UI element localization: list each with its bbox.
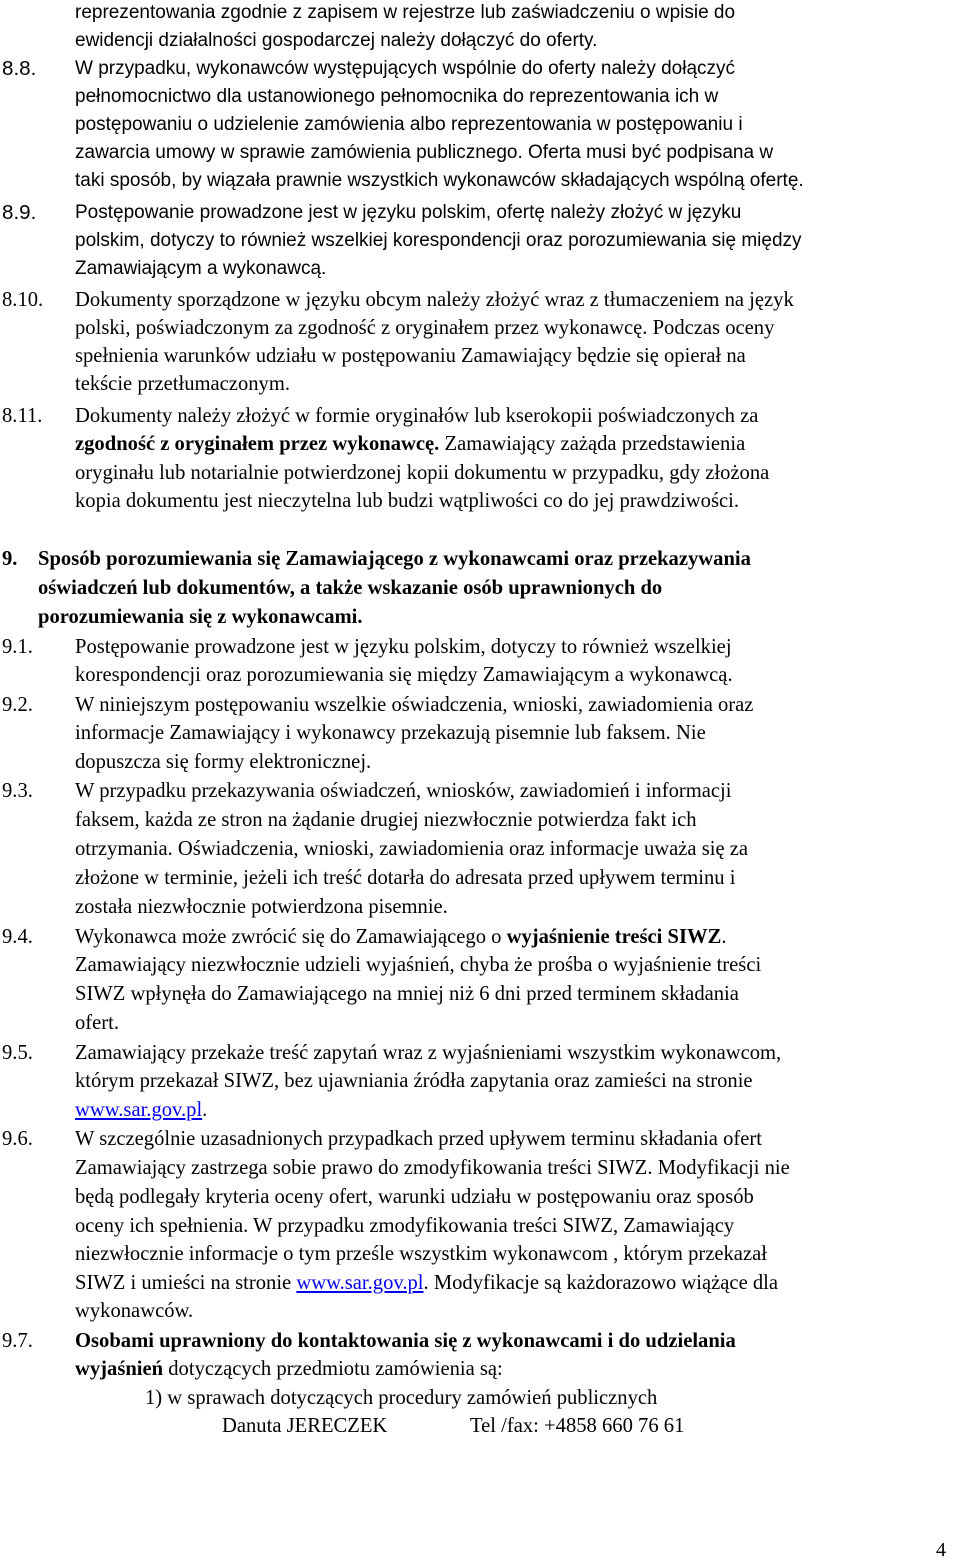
continuation-line-1: reprezentowania zgodnie z zapisem w rejestrze lub zaświadczeniu o wpisie do xyxy=(75,2,736,23)
paragraph-8-9-line: Postępowanie prowadzone jest w języku polskim, ofertę należy złożyć w języku xyxy=(75,202,742,223)
paragraph-8-10-line: Dokumenty sporządzone w języku obcym należy złożyć wraz z tłumaczeniem na język xyxy=(75,289,794,311)
paragraph-8-11-text: Zamawiający zażąda przedstawienia xyxy=(439,433,746,455)
paragraph-number-9-6: 9.6. xyxy=(2,1128,33,1150)
contact-phone: Tel /fax: +4858 660 76 61 xyxy=(470,1415,685,1437)
paragraph-9-2-line: informacje Zamawiający i wykonawcy przekazują pisemnie lub faksem. Nie xyxy=(75,722,706,744)
paragraph-9-6-line xyxy=(75,1269,778,1297)
paragraph-8-11-line xyxy=(75,430,745,458)
paragraph-number-8-8: 8.8. xyxy=(2,57,37,80)
paragraph-9-6-text: . Modyfikacje są każdorazowo wiążące dla xyxy=(423,1272,779,1294)
emphasis-text: zgodność z oryginałem przez wykonawcę. xyxy=(75,433,440,455)
section-number-9: 9. xyxy=(2,548,18,570)
paragraph-number-9-3: 9.3. xyxy=(2,780,33,802)
paragraph-8-9-line: Zamawiającym a wykonawcą. xyxy=(75,258,327,279)
paragraph-9-1-line: Postępowanie prowadzone jest w języku polskim, dotyczy to również wszelkiej xyxy=(75,636,732,658)
paragraph-9-3-line: otrzymania. Oświadczenia, wnioski, zawiadomienia oraz informacje uważa się za xyxy=(75,838,749,860)
paragraph-number-9-1: 9.1. xyxy=(2,636,33,658)
paragraph-9-4-line: ofert. xyxy=(75,1012,120,1034)
emphasis-text: wyjaśnienie treści SIWZ xyxy=(506,926,722,948)
paragraph-9-6-line: będą podlegały kryteria oceny ofert, warunki udziału w postępowaniu oraz sposób xyxy=(75,1186,754,1208)
paragraph-9-4-text: . xyxy=(721,926,727,948)
paragraph-9-1-line: korespondencji oraz porozumiewania się między Zamawiającym a wykonawcą. xyxy=(75,664,733,686)
paragraph-9-2-line: dopuszcza się formy elektronicznej. xyxy=(75,751,372,773)
website-link[interactable]: www.sar.gov.pl xyxy=(75,1099,203,1121)
paragraph-9-4-line: Zamawiający niezwłocznie udzieli wyjaśnień, chyba że prośba o wyjaśnienie treści xyxy=(75,954,762,976)
paragraph-9-3-line: faksem, każda ze stron na żądanie drugiej niezwłocznie potwierdza fakt ich xyxy=(75,809,697,831)
paragraph-number-8-11: 8.11. xyxy=(2,405,43,427)
paragraph-9-5-text: . xyxy=(202,1099,208,1121)
paragraph-9-5-line xyxy=(75,1096,207,1124)
paragraph-8-8-line: postępowaniu o udzielenie zamówienia albo reprezentowania w postępowaniu i xyxy=(75,114,743,135)
paragraph-8-8-line: zawarcia umowy w sprawie zamówienia publicznego. Oferta musi być podpisana w xyxy=(75,142,774,163)
paragraph-8-10-line: spełnienia warunków udziału w postępowaniu Zamawiający będzie się opierał na xyxy=(75,345,746,367)
paragraph-8-11-line: kopia dokumentu jest nieczytelna lub budzi wątpliwości co do jej prawdziwości. xyxy=(75,490,739,512)
paragraph-8-8-line: W przypadku, wykonawców występujących wspólnie do oferty należy dołączyć xyxy=(75,58,736,79)
page-number: 4 xyxy=(936,1539,946,1561)
emphasis-text: wyjaśnień xyxy=(75,1358,164,1380)
paragraph-9-6-text: SIWZ i umieści na stronie xyxy=(75,1272,297,1294)
paragraph-8-10-line: polski, poświadczonym za zgodność z oryginałem przez wykonawcę. Podczas oceny xyxy=(75,317,775,339)
continuation-line-2: ewidencji działalności gospodarczej należy dołączyć do oferty. xyxy=(75,30,598,51)
paragraph-number-9-7: 9.7. xyxy=(2,1330,33,1352)
paragraph-9-6-line: Zamawiający zastrzega sobie prawo do zmodyfikowania treści SIWZ. Modyfikacji nie xyxy=(75,1157,790,1179)
paragraph-9-3-line: złożone w terminie, jeżeli ich treść dotarła do adresata przed upływem terminu i xyxy=(75,867,736,889)
paragraph-9-5-line: którym przekazał SIWZ, bez ujawniania źródła zapytania oraz zamieści na stronie xyxy=(75,1070,753,1092)
paragraph-9-3-line: została niezwłocznie potwierdzona pisemnie. xyxy=(75,896,448,918)
website-link[interactable]: www.sar.gov.pl xyxy=(296,1272,424,1294)
paragraph-number-9-2: 9.2. xyxy=(2,694,33,716)
paragraph-9-2-line: W niniejszym postępowaniu wszelkie oświadczenia, wnioski, zawiadomienia oraz xyxy=(75,694,754,716)
paragraph-9-3-line: W przypadku przekazywania oświadczeń, wniosków, zawiadomień i informacji xyxy=(75,780,732,802)
paragraph-number-8-10: 8.10. xyxy=(2,289,44,311)
paragraph-9-4-text: Wykonawca może zwrócić się do Zamawiającego o xyxy=(75,926,507,948)
paragraph-number-8-9: 8.9. xyxy=(2,201,37,224)
paragraph-9-7-line xyxy=(75,1355,503,1383)
paragraph-9-7-text: dotyczących przedmiotu zamówienia są: xyxy=(163,1358,503,1380)
paragraph-8-11-line: oryginału lub notarialnie potwierdzonej kopii dokumentu w przypadku, gdy złożona xyxy=(75,462,770,484)
paragraph-9-7-line: Osobami uprawniony do kontaktowania się z wykonawcami i do udzielania xyxy=(75,1330,736,1352)
paragraph-8-8-line: pełnomocnictwo dla ustanowionego pełnomocnika do reprezentowania ich w xyxy=(75,86,719,107)
paragraph-9-6-line: oceny ich spełnienia. W przypadku zmodyfikowania treści SIWZ, Zamawiający xyxy=(75,1215,735,1237)
section-9-heading-line: oświadczeń lub dokumentów, a także wskazanie osób uprawnionych do xyxy=(38,577,663,599)
paragraph-9-5-line: Zamawiający przekaże treść zapytań wraz z wyjaśnieniami wszystkim wykonawcom, xyxy=(75,1042,782,1064)
paragraph-8-11-line: Dokumenty należy złożyć w formie oryginałów lub kserokopii poświadczonych za xyxy=(75,405,759,427)
paragraph-number-9-5: 9.5. xyxy=(2,1042,33,1064)
section-9-heading-line: Sposób porozumiewania się Zamawiającego z wykonawcami oraz przekazywania xyxy=(38,548,751,570)
paragraph-9-4-line xyxy=(75,923,726,951)
paragraph-8-8-line: taki sposób, by wiązała prawnie wszystkich wykonawców składających wspólną ofertę. xyxy=(75,170,804,191)
paragraph-9-4-line: SIWZ wpłynęła do Zamawiającego na mniej niż 6 dni przed terminem składania xyxy=(75,983,739,1005)
contact-name: Danuta JERECZEK xyxy=(222,1415,388,1437)
paragraph-9-6-line: niezwłocznie informacje o tym prześle wszystkim wykonawcom , którym przekazał xyxy=(75,1243,767,1265)
paragraph-9-6-line: W szczególnie uzasadnionych przypadkach przed upływem terminu składania ofert xyxy=(75,1128,762,1150)
list-item: 1) w sprawach dotyczących procedury zamówień publicznych xyxy=(145,1387,658,1409)
paragraph-8-10-line: tekście przetłumaczonym. xyxy=(75,373,290,395)
section-9-heading-line: porozumiewania się z wykonawcami. xyxy=(38,606,363,628)
paragraph-8-9-line: polskim, dotyczy to również wszelkiej korespondencji oraz porozumiewania się między xyxy=(75,230,802,251)
paragraph-9-6-line: wykonawców. xyxy=(75,1300,194,1322)
paragraph-number-9-4: 9.4. xyxy=(2,926,33,948)
